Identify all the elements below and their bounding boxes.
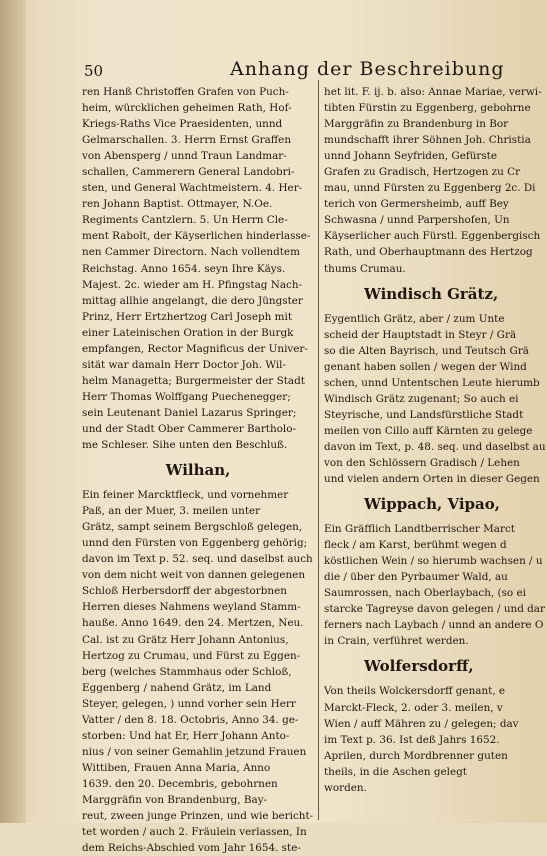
text-line: genant haben sollen / wegen der Wind [324, 360, 527, 373]
text-line: Eygentlich Grätz, aber / zum Unte [324, 312, 505, 325]
text-line: Rath, und Oberhauptmann des Hertzog [324, 246, 533, 259]
text-line: unnd den Fürsten von Eggenberg gehörig; [82, 537, 308, 550]
text-line: storben: Und hat Er, Herr Johann Anto- [82, 729, 290, 742]
text-line: die / über den Pyrbaumer Wald, au [324, 571, 508, 584]
text-line: meilen von Cillo auff Kärnten zu gelege [324, 424, 533, 437]
text-line: Herr Thomas Wolffgang Puechenegger; [82, 390, 291, 403]
page-number: 50 [84, 62, 104, 80]
text-line: starcke Tagreyse davon gelegen / und dar [324, 603, 545, 616]
text-line: Herren dieses Nahmens weyland Stamm- [82, 601, 301, 614]
text-line: heim, würcklichen geheimen Rath, Hof- [82, 102, 292, 115]
text-line: mau, unnd Fürsten zu Eggenberg 2c. Di [324, 182, 536, 195]
page-binding-shadow [0, 0, 26, 823]
text-line: Grätz, sampt seinem Bergschloß gelegen, [82, 521, 303, 534]
text-line: het lit. F. ij. b. also: Annae Mariae, verwi- [324, 86, 542, 98]
text-line: und vielen andern Orten in dieser Gegen [324, 473, 540, 486]
text-line: Schloß Herbersdorff der abgestorbnen [82, 585, 287, 598]
text-line: Vatter / den 8. 18. Octobris, Anno 34. ge- [82, 713, 299, 726]
text-line: Marckt-Fleck, 2. oder 3. meilen, v [324, 701, 503, 714]
text-line: ferners nach Laybach / unnd an andere O [324, 619, 544, 632]
text-line: ren Hanß Christoffen Grafen von Puch- [82, 86, 289, 98]
left-column [82, 84, 314, 856]
text-line: 1639. den 20. Decembris, gebohrnen [82, 777, 278, 790]
right-column [324, 84, 547, 796]
text-line: hauße. Anno 1649. den 24. Mertzen, Neu. [82, 617, 304, 630]
text-line: von Abensperg / unnd Traun Landmar- [82, 150, 287, 163]
text-line: Kriegs-Raths Vice Praesidenten, unnd [82, 118, 283, 131]
section-heading: Windisch Grätz, [364, 284, 499, 303]
text-line: Steyer, gelegen, ) unnd vorher sein Herr [82, 697, 296, 710]
text-line: scheid der Hauptstadt in Steyr / Grä [324, 328, 517, 341]
text-line: Marggräfin von Brandenburg, Bay- [82, 793, 268, 806]
text-line: sein Leutenant Daniel Lazarus Springer; [82, 406, 297, 419]
text-line: von den Schlössern Gradisch / Lehen [324, 456, 520, 469]
text-line: schallen, Cammerern General Landobri- [82, 166, 295, 179]
text-line: köstlichen Wein / so hierumb wachsen / u [324, 555, 543, 568]
text-line: Wien / auff Mähren zu / gelegen; dav [324, 717, 519, 730]
text-line: unnd Johann Seyfriden, Gefürste [324, 150, 498, 163]
text-line: fleck / am Karst, berühmt wegen d [324, 539, 507, 552]
text-line: Cal. ist zu Grätz Herr Johann Antonius, [82, 633, 289, 646]
text-line: Von theils Wolckersdorff genant, e [324, 685, 506, 698]
text-line: Reichstag. Anno 1654. seyn Ihre Käys. [82, 262, 286, 275]
text-line: Paß, an der Muer, 3. meilen unter [82, 505, 261, 518]
text-line: Regiments Cantzlern. 5. Un Herrn Cle- [82, 214, 288, 227]
text-line: Ein feiner Marcktfleck, und vornehmer [82, 489, 289, 502]
text-line: empfangen, Rector Magnificus der Univer- [82, 342, 308, 355]
text-line: Ein Gräfflich Landtberrischer Marct [324, 523, 515, 536]
text-line: berg (welches Stammhaus oder Schloß, [82, 665, 292, 678]
text-line: nen Cammer Directorn. Nach vollendtem [82, 246, 300, 259]
column-divider [318, 80, 319, 820]
text-line: Windisch Grätz zugenant; So auch ei [324, 392, 519, 405]
text-line: davon im Text, p. 48. seq. und daselbst au [324, 440, 546, 453]
text-line: helm Managetta; Burgermeister der Stadt [82, 374, 305, 387]
text-line: in Crain, verführet werden. [324, 635, 469, 648]
text-line: sität war damaln Herr Doctor Joh. Wil- [82, 358, 287, 371]
text-line: reut, zween junge Prinzen, und wie bericht- [82, 810, 314, 823]
text-line: Hertzog zu Crumau, und Fürst zu Eggen- [82, 649, 301, 662]
text-line: theils, in die Aschen gelegt [324, 765, 467, 778]
section-heading: Wilhan, [165, 461, 231, 480]
text-line: Majest. 2c. wieder am H. Pfingstag Nach- [82, 278, 303, 291]
text-line: und der Stadt Ober Cammerer Bartholo- [82, 422, 297, 435]
text-line: ren Johann Baptist. Ottmayer, N.Oe. [82, 198, 273, 211]
text-line: mittag allhie angelangt, die dero Jüngster [82, 294, 303, 307]
text-line: sten, und General Wachtmeistern. 4. Her- [82, 182, 303, 195]
text-line: me Schleser. Sihe unten den Beschluß. [82, 439, 288, 452]
section-heading: Wippach, Vipao, [364, 495, 500, 514]
text-line: einer Lateinischen Oration in der Burgk [82, 326, 294, 339]
text-line: mundschafft ihrer Söhnen Joh. Christia [324, 134, 531, 147]
text-line: Wittiben, Frauen Anna Maria, Anno [82, 761, 271, 774]
text-line: tet worden / auch 2. Fräulein verlassen, In [82, 826, 307, 839]
text-line: Prinz, Herr Ertzhertzog Carl Joseph mit [82, 310, 293, 323]
text-line: terich von Germersheimb, auff Bey [324, 198, 509, 211]
text-line: Grafen zu Gradisch, Hertzogen zu Cr [324, 166, 521, 179]
text-line: Schwasna / unnd Parpershofen, Un [324, 214, 510, 227]
text-line: ment Rabolt, der Käyserlichen hinderlasse- [82, 230, 311, 243]
text-line: tibten Fürstin zu Eggenberg, gebohrne [324, 102, 531, 115]
text-line: dem Reichs-Abschied vom Jahr 1654. ste- [82, 842, 301, 855]
running-head: Anhang der Beschreibung [230, 58, 505, 80]
text-line: nius / von seiner Gemahlin jetzund Frauen [82, 745, 307, 758]
text-line: Marggräfin zu Brandenburg in Bor [324, 118, 509, 131]
text-line: Käyserlicher auch Fürstl. Eggenbergisch [324, 230, 541, 243]
text-line: so die Alten Bayrisch, und Teutsch Grä [324, 344, 529, 357]
text-line: Gelmarschallen. 3. Herrn Ernst Graffen [82, 134, 292, 147]
text-line: Saumrossen, nach Oberlaybach, (so ei [324, 587, 526, 600]
section-heading: Wolfersdorff, [364, 657, 474, 676]
text-line: Eggenberg / nahend Grätz, im Land [82, 681, 272, 694]
text-line: Aprilen, durch Mordbrenner guten [324, 749, 508, 762]
text-line: schen, unnd Untentschen Leute hierumb [324, 376, 540, 389]
text-line: im Text p. 36. Ist deß Jahrs 1652. [324, 733, 500, 746]
text-line: thums Crumau. [324, 262, 406, 275]
text-line: von dem nicht weit von dannen gelegenen [82, 569, 306, 582]
text-line: worden. [324, 781, 367, 794]
text-line: davon im Text p. 52. seq. und daselbst auch [82, 553, 313, 566]
text-line: Steyrische, und Landsfürstliche Stadt [324, 408, 524, 421]
